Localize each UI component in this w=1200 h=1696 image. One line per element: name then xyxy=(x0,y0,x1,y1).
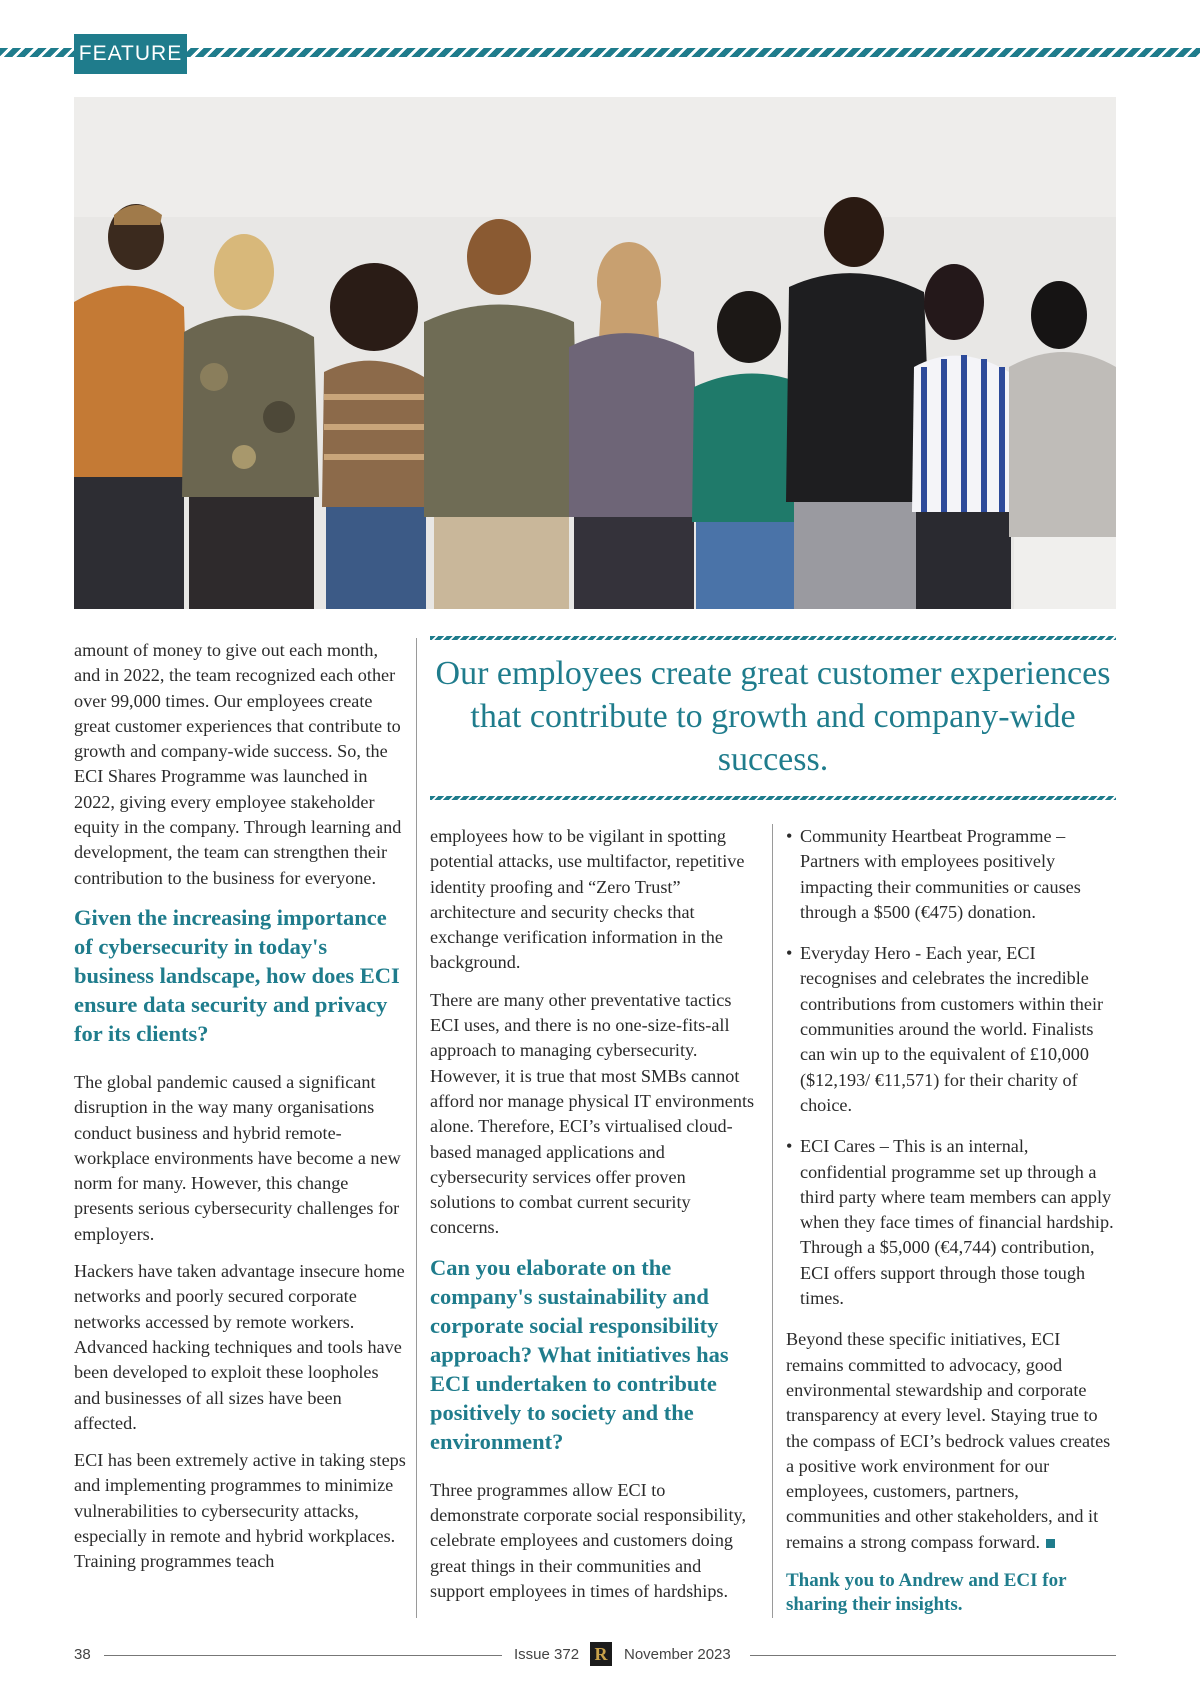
col2-paragraph-1: employees how to be vigilant in spotting potential attacks, use multifactor, repetitive identity proofing and “Zero Trust” architecture and security checks that exchange verification information in the background. xyxy=(430,826,745,973)
column-divider-2 xyxy=(772,824,773,1618)
col1-question-heading: Given the increasing importance of cybersecurity in today's business landscape, how does ECI ensure data security and privacy for its clients? xyxy=(74,904,400,1046)
thanks-note: Thank you to Andrew and ECI for sharing their insights. xyxy=(786,1570,1067,1616)
col3-paragraph-1 xyxy=(786,1327,1116,1555)
footer-rule-left xyxy=(104,1655,502,1656)
closing-text: Beyond these specific initiatives, ECI remains committed to advocacy, good environmental stewardship and corporate transparency at every level. Staying true to the compass of ECI’s bedrock values creates a positive work environment for our employees, customers, partners, communities and other stakeholders, and it remains a strong compass forward. xyxy=(786,1329,1111,1552)
col2-paragraph-2: There are many other preventative tactics ECI uses, and there is no one-size-fits-all approach to managing cybersecurity. However, it is true that most SMBs cannot afford nor manage physical IT environments alone. Therefore, ECI’s virtualised cloud-based managed applications and cybersecurity services offer proven solutions to combat current security concerns. xyxy=(430,989,755,1238)
page-number: 38 xyxy=(74,1646,91,1663)
list-item: • Everyday Hero - Each year, ECI recognises and celebrates the incredible contributions from customers within their communities around the world. Finalists can win up to the equivalent of £10,000 ($12,193/ €11,571) for their charity of choice. xyxy=(786,941,1116,1118)
col1-paragraph-4: ECI has been extremely active in taking steps and implementing programmes to minimize vulnerabilities to cybersecurity attacks, especially in remote and hybrid workplaces. Training programmes teach xyxy=(74,1450,406,1572)
initiatives-list xyxy=(786,824,1116,1311)
pull-quote: Our employees create great customer experiences that contribute to growth and company-wide success. xyxy=(435,655,1111,778)
page-footer xyxy=(74,1644,1116,1668)
col2-paragraph-3: Three programmes allow ECI to demonstrate corporate social responsibility, celebrate employees and customers doing great things in their communities and support employees in times of hardships. xyxy=(430,1479,746,1601)
feature-photo xyxy=(74,97,1116,609)
pull-quote-top-stripe xyxy=(430,636,1116,640)
issue-date: November 2023 xyxy=(624,1646,731,1663)
list-item: • ECI Cares – This is an internal, confidential programme set up through a third party where team members can apply when they face times of financial hardship. Through a $5,000 (€4,744) contribution, ECI offers support through those tough times. xyxy=(786,1134,1116,1311)
column-divider-1 xyxy=(416,638,417,1618)
end-mark-icon xyxy=(1046,1539,1055,1548)
column-2 xyxy=(430,824,755,1616)
issue-number: Issue 372 xyxy=(514,1646,580,1663)
col1-paragraph-2: The global pandemic caused a significant disruption in the way many organisations conduct business and hybrid remote-workplace environments have become a new norm for many. However, this change presents serious cybersecurity challenges for employers. xyxy=(74,1071,401,1244)
section-tag: FEATURE xyxy=(74,34,187,74)
col1-paragraph-3: Hackers have taken advantage insecure home networks and poorly secured corporate networks accessed by remote workers. Advanced hacking techniques and tools have been developed to exploit these loopholes and businesses of all sizes have been affected. xyxy=(74,1261,405,1433)
column-1 xyxy=(74,638,406,1587)
footer-rule-right xyxy=(750,1655,1116,1656)
pull-quote-bottom-stripe xyxy=(430,796,1116,800)
list-item: • Community Heartbeat Programme – Partners with employees positively impacting their communities or causes through a $500 (€475) donation. xyxy=(786,824,1116,925)
magazine-logo-icon: R xyxy=(590,1642,612,1666)
col1-paragraph-1: amount of money to give out each month, and in 2022, the team recognized each other over 99,000 times. Our employees create great customer experiences that contribute to growth and company-wide success. So, the ECI Shares Programme was launched in 2022, giving every employee stakeholder equity in the company. Through learning and development, the team can strengthen their contribution to the business for everyone. xyxy=(74,640,402,888)
col2-question-heading: Can you elaborate on the company's sustainability and corporate social responsibility approach? What initiatives has ECI undertaken to contribute positively to society and the environment? xyxy=(430,1254,729,1454)
column-3 xyxy=(786,824,1116,1617)
